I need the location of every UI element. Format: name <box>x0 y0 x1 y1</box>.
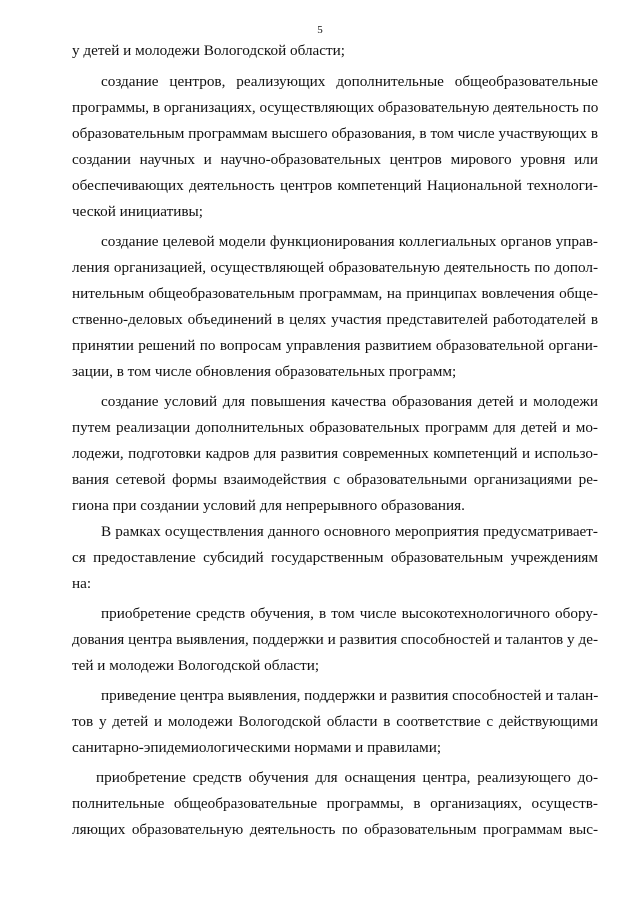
text-line: нительным общеобразовательным программам, на принципах вовлечения обще- <box>72 285 598 302</box>
text-line: В рамках осуществления данного основного мероприятия предусматривает- <box>101 523 598 540</box>
text-line: путем реализации дополнительных образовательных программ для детей и мо- <box>72 419 598 436</box>
text-line: обеспечивающих деятельность центров компетенций Национальной технологи- <box>72 177 598 194</box>
text-line: программы, в организациях, осуществляющих образовательную деятельность по <box>72 99 599 116</box>
page-number: 5 <box>317 24 323 36</box>
text-line: тей и молодежи Вологодской области; <box>72 657 320 674</box>
text-line: создании научных и научно-образовательных центров мирового уровня или <box>72 151 598 168</box>
text-line: приведение центра выявления, поддержки и развития способностей и талан- <box>101 687 599 704</box>
text-line: ственно-деловых объединений в целях участия представителей работодателей в <box>72 311 598 328</box>
text-line: дования центра выявления, поддержки и развития способностей и талантов у де- <box>72 631 598 648</box>
text-line: у детей и молодежи Вологодской области; <box>72 42 345 59</box>
text-line: на: <box>72 575 92 592</box>
text-line: ческой инициативы; <box>72 203 203 220</box>
text-line: санитарно-эпидемиологическими нормами и правилами; <box>72 739 442 756</box>
text-line: создание условий для повышения качества образования детей и молодежи <box>101 393 598 410</box>
text-line: зации, в том числе обновления образовательных программ; <box>72 363 457 380</box>
text-line: принятии решений по вопросам управления развитием образовательной органи- <box>72 337 598 354</box>
text-line: гиона при создании условий для непрерывного образования. <box>72 497 465 514</box>
text-line: вания сетевой формы взаимодействия с образовательными организациями ре- <box>72 471 598 488</box>
text-line: ся предоставление субсидий государственным образовательным учреждениям <box>72 549 598 566</box>
text-line: создание целевой модели функционирования коллегиальных органов управ- <box>101 233 598 250</box>
text-line: тов у детей и молодежи Вологодской области в соответствие с действующими <box>72 713 598 730</box>
text-line: создание центров, реализующих дополнительные общеобразовательные <box>101 73 598 90</box>
text-line: полнительные общеобразовательные программы, в организациях, осуществ- <box>72 795 598 812</box>
text-line: приобретение средств обучения, в том числе высокотехнологичного обору- <box>101 605 598 622</box>
text-line: образовательным программам высшего образования, в том числе участвующих в <box>72 125 598 142</box>
text-line: ления организацией, осуществляющей образовательную деятельность по допол- <box>72 259 598 276</box>
text-line: лодежи, подготовки кадров для развития современных компетенций и использо- <box>72 445 598 462</box>
text-line: ляющих образовательную деятельность по образовательным программам выс- <box>72 821 598 838</box>
text-line: приобретение средств обучения для оснащения центра, реализующего до- <box>96 769 598 786</box>
